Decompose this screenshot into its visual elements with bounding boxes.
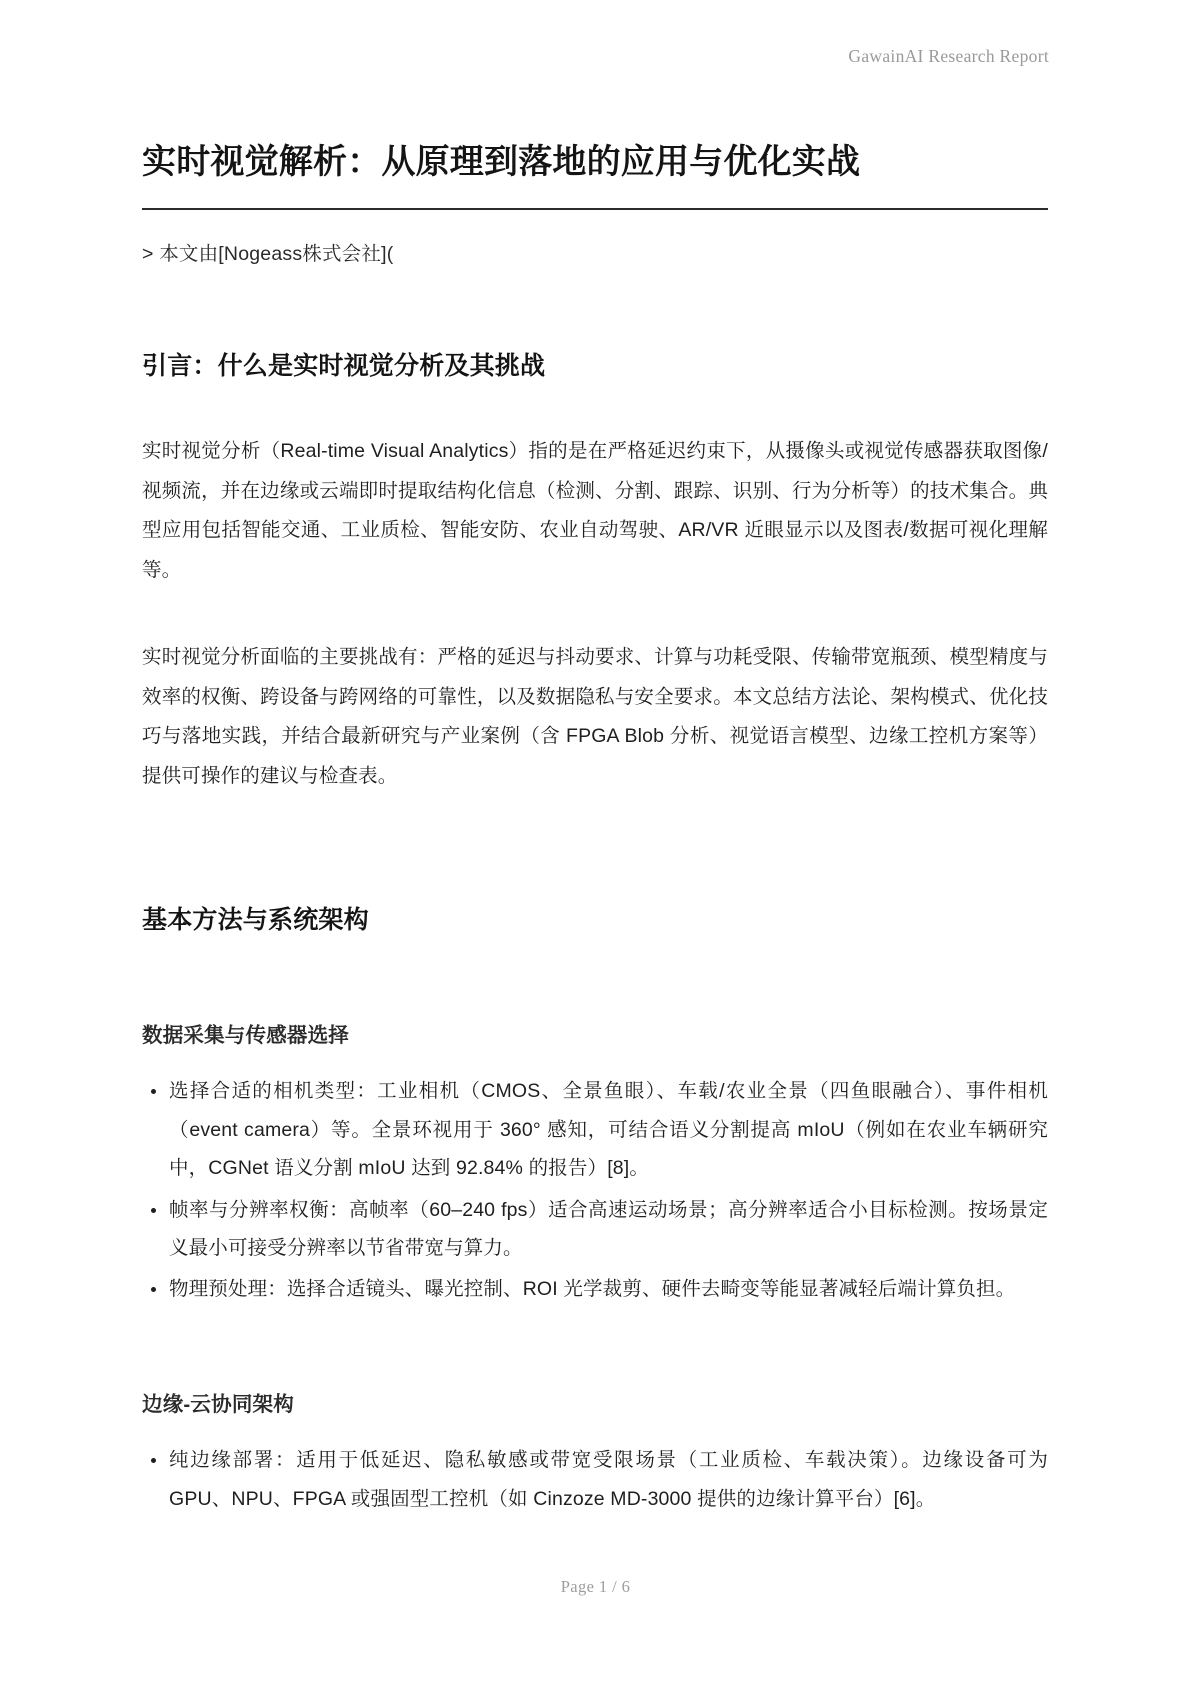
subsection-heading-data-collection: 数据采集与传感器选择	[142, 1023, 349, 1047]
subsection-heading-edge-cloud: 边缘-云协同架构	[142, 1392, 294, 1416]
document-content	[142, 140, 1048, 1521]
data-collection-bullet-list	[142, 1072, 1048, 1308]
title-divider	[142, 208, 1048, 210]
page-title: 实时视觉解析：从原理到落地的应用与优化实战	[142, 143, 861, 181]
page-footer: Page 1 / 6	[560, 1577, 631, 1596]
list-item: 选择合适的相机类型：工业相机（CMOS、全景鱼眼）、车载/农业全景（四鱼眼融合）、事件相机（event camera）等。全景环视用于 360° 感知，可结合语义分割提高 mIoU（例如在农业车辆研究中，CGNet 语义分割 mIoU 达到 92.84% 的报告）[8]。	[142, 1072, 1048, 1187]
running-header: GawainAI Research Report	[848, 46, 1049, 66]
list-item: 纯边缘部署：适用于低延迟、隐私敏感或带宽受限场景（工业质检、车载决策）。边缘设备可为 GPU、NPU、FPGA 或强固型工控机（如 Cinzoze MD-3000 提供的边缘计算平台）[6]。	[142, 1441, 1048, 1518]
intro-paragraph-1: 实时视觉分析（Real-time Visual Analytics）指的是在严格延迟约束下，从摄像头或视觉传感器获取图像/视频流，并在边缘或云端即时提取结构化信息（检测、分割、跟踪、识别、行为分析等）的技术集合。典型应用包括智能交通、工业质检、智能安防、农业自动驾驶、AR/VR 近眼显示以及图表/数据可视化理解等。	[142, 440, 1048, 581]
section-heading-methods: 基本方法与系统架构	[142, 905, 369, 934]
list-item: 物理预处理：选择合适镜头、曝光控制、ROI 光学裁剪、硬件去畸变等能显著减轻后端计算负担。	[142, 1270, 1048, 1308]
section-heading-intro: 引言：什么是实时视觉分析及其挑战	[142, 352, 546, 381]
list-item: 帧率与分辨率权衡：高帧率（60–240 fps）适合高速运动场景；高分辨率适合小目标检测。按场景定义最小可接受分辨率以节省带宽与算力。	[142, 1191, 1048, 1268]
intro-paragraph-2: 实时视觉分析面临的主要挑战有：严格的延迟与抖动要求、计算与功耗受限、传输带宽瓶颈、模型精度与效率的权衡、跨设备与跨网络的可靠性，以及数据隐私与安全要求。本文总结方法论、架构模式、优化技巧与落地实践，并结合最新研究与产业案例（含 FPGA Blob 分析、视觉语言模型、边缘工控机方案等）提供可操作的建议与检查表。	[142, 646, 1048, 788]
source-blockquote: > 本文由[Nogeass株式会社](	[142, 242, 394, 265]
edge-cloud-bullet-list	[142, 1441, 1048, 1518]
